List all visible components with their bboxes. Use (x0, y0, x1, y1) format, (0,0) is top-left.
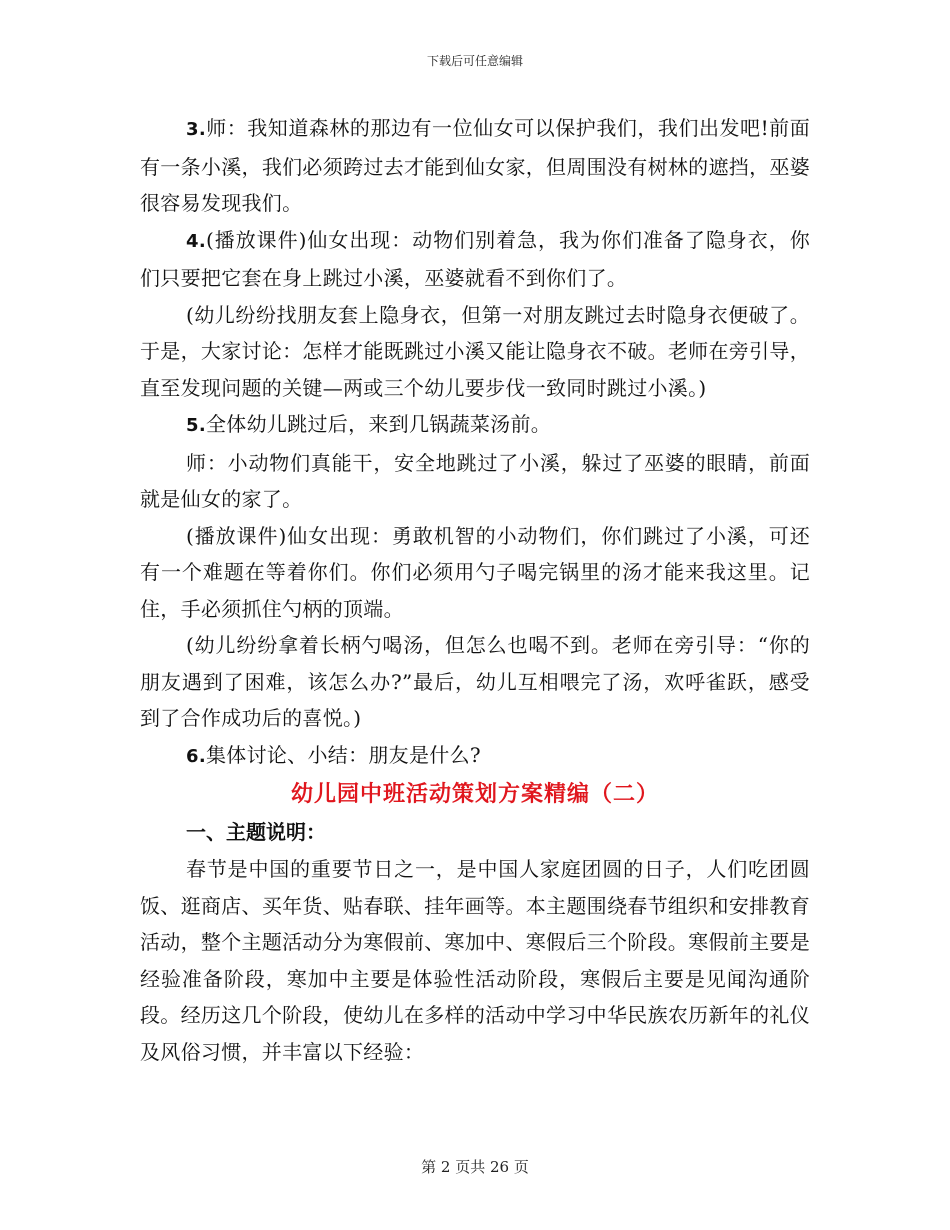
subheading: 一、主题说明： (186, 820, 326, 844)
paragraph-text: (播放课件)仙女出现：勇敢机智的小动物们，你们跳过了小溪，可还有一个难题在等着你们。你们必须用勺子喝完锅里的汤才能来我这里。记住，手必须抓住勺柄的顶端。 (140, 523, 810, 621)
step-number: 5. (186, 415, 206, 436)
paragraph-step-6 (140, 737, 810, 776)
paragraph-text: 师：小动物们真能干，安全地跳过了小溪，躲过了巫婆的眼睛，前面就是仙女的家了。 (140, 450, 810, 511)
document-body (140, 110, 810, 1070)
paragraph-step-5 (140, 406, 810, 445)
paragraph-fairy-line (140, 518, 810, 628)
paragraph-text: (幼儿纷纷拿着长柄勺喝汤，但怎么也喝不到。老师在旁引导：“你的朋友遇到了困难，该怎么办?”最后，幼儿互相喂完了汤，欢呼雀跃，感受到了合作成功后的喜悦。) (140, 633, 810, 730)
paragraph-teacher-line (140, 445, 810, 518)
paragraph-text: 全体幼儿跳过后，来到几锅蔬菜汤前。 (205, 412, 552, 436)
paragraph-theme-description: 春节是中国的重要节日之一，是中国人家庭团圆的日子，人们吃团圆饭、逛商店、买年货、贴春联、挂年画等。本主题围绕春节组织和安排教育活动，整个主题活动分为寒假前、寒加中、寒假后三个阶段。寒假前主要是经验准备阶段，寒加中主要是体验性活动阶段，寒假后主要是见闻沟通阶段。经历这几个阶段，使幼儿在多样的活动中学习中华民族农历新年的礼仪及风俗习惯，并丰富以下经验： (140, 857, 810, 1064)
paragraph-step-3 (140, 110, 810, 222)
step-number: 4. (186, 230, 206, 252)
page-footer: 第 2 页共 26 页 (421, 1158, 529, 1176)
paragraph-text: (播放课件)仙女出现：动物们别着急，我为你们准备了隐身衣，你们只要把它套在身上跳过小溪，巫婆就看不到你们了。 (140, 227, 810, 290)
paragraph-text: (幼儿纷纷找朋友套上隐身衣，但第一对朋友跳过去时隐身衣便破了。于是，大家讨论：怎样才能既跳过小溪又能让隐身衣不破。老师在旁引导，直至发现问题的关键—两或三个幼儿要步伐一致同时跳过小溪。) (140, 302, 810, 400)
paragraph-text: 师：我知道森林的那边有一位仙女可以保护我们，我们出发吧!前面有一条小溪，我们必须跨过去才能到仙女家，但周围没有树林的遮挡，巫婆很容易发现我们。 (140, 116, 810, 215)
paragraph-note-invisibility (140, 297, 810, 407)
paragraph-step-4 (140, 222, 810, 297)
page-header: 下载后可任意编辑 (426, 54, 523, 68)
section-title: 幼儿园中班活动策划方案精编（二） (290, 781, 659, 807)
step-number: 3. (186, 119, 206, 140)
paragraph-text: 集体讨论、小结：朋友是什么? (205, 742, 481, 767)
paragraph-note-soup (140, 627, 810, 737)
step-number: 6. (186, 745, 206, 767)
